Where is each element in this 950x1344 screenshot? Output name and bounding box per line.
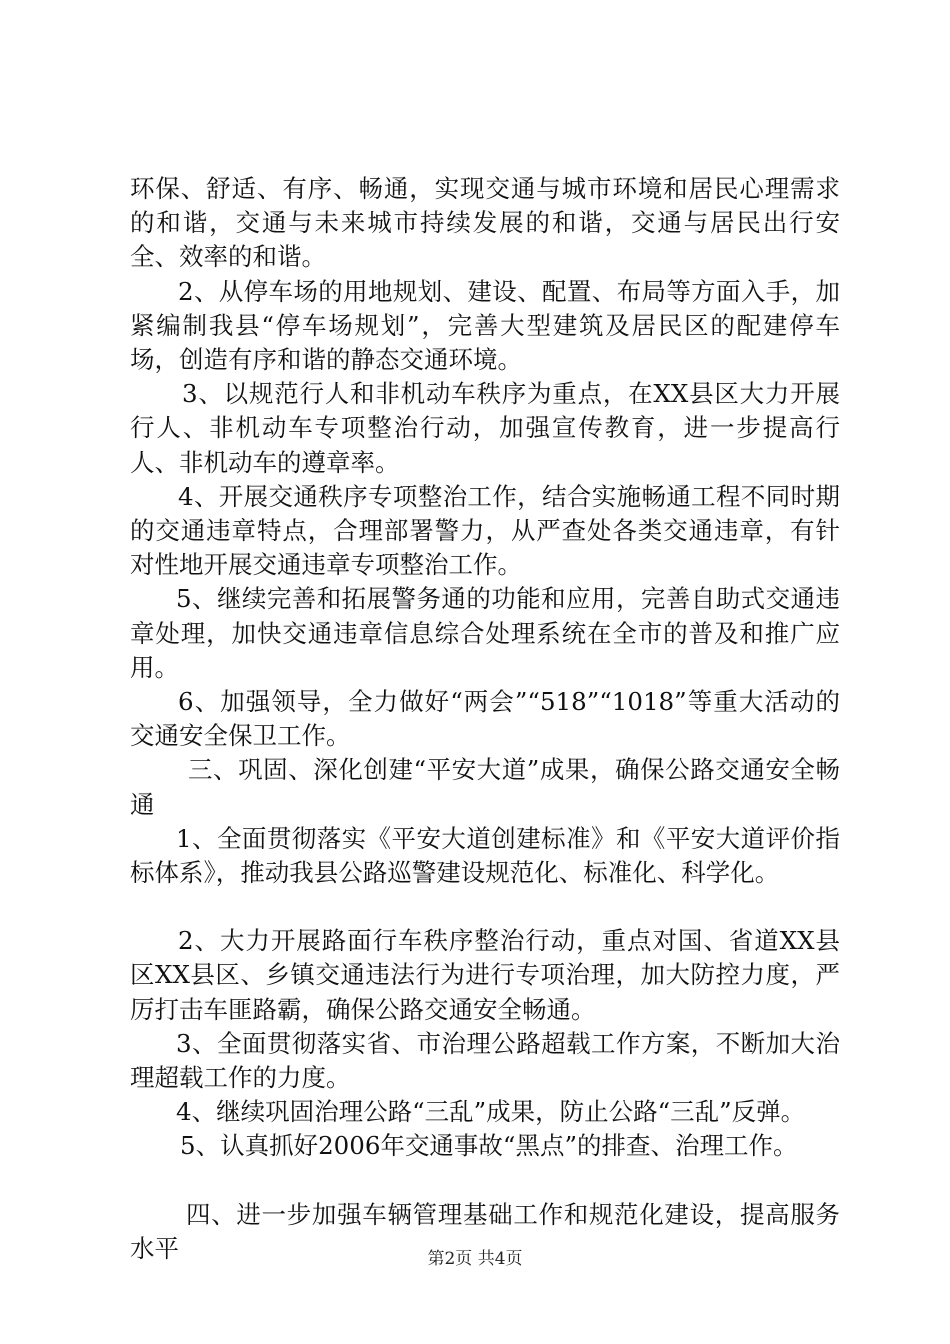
- paragraph-continuation: 环保、舒适、有序、畅通，实现交通与城市环境和居民心理需求的和谐，交通与未来城市持续发展的和谐，交通与居民出行安全、效率的和谐。: [130, 174, 840, 272]
- paragraph-section3-item-2: 2、大力开展路面行车秩序整治行动，重点对国、省道XX县区XX县区、乡镇交通违法行为进行专项治理，加大防控力度，严厉打击车匪路霸，确保公路交通安全畅通。: [130, 926, 840, 1024]
- document-body: [130, 172, 840, 1266]
- paragraph-item-4-traffic-order: 4、开展交通秩序专项整治工作，结合实施畅通工程不同时期的交通违章特点，合理部署警力，从严查处各类交通违章，有针对性地开展交通违章专项整治工作。: [130, 481, 840, 580]
- blank-line: [130, 1164, 840, 1198]
- blank-line: [130, 890, 840, 924]
- paragraph-section3-item-4: 4、继续巩固治理公路“三乱”成果，防止公路“三乱”反弹。: [176, 1097, 806, 1127]
- section-heading-4: 四、进一步加强车辆管理基础工作和规范化建设，提高服务水平: [130, 1199, 840, 1263]
- paragraph-section3-item-3: 3、全面贯彻落实省、市治理公路超载工作方案，不断加大治理超载工作的力度。: [130, 1028, 840, 1093]
- paragraph-item-2-parking: 2、从停车场的用地规划、建设、配置、布局等方面入手，加紧编制我县“停车场规划”，完善大型建筑及居民区的配建停车场，创造有序和谐的静态交通环境。: [130, 276, 840, 375]
- paragraph-section3-item-1: 1、全面贯彻落实《平安大道创建标准》和《平安大道评价指标体系》，推动我县公路巡警建设规范化、标准化、科学化。: [130, 823, 840, 888]
- page-number-footer: 第2页 共4页: [427, 1249, 523, 1269]
- paragraph-item-5-police-service: 5、继续完善和拓展警务通的功能和应用，完善自助式交通违章处理，加快交通违章信息综合处理系统在全市的普及和推广应用。: [130, 584, 840, 682]
- section-heading-3: 三、巩固、深化创建“平安大道”成果，确保公路交通安全畅通: [130, 755, 840, 819]
- paragraph-section3-item-5: 5、认真抓好2006年交通事故“黑点”的排查、治理工作。: [180, 1131, 798, 1161]
- paragraph-item-6-leadership: 6、加强领导，全力做好“两会”“518”“1018”等重大活动的交通安全保卫工作。: [130, 687, 840, 751]
- paragraph-item-3-pedestrians: 3、以规范行人和非机动车秩序为重点，在XX县区大力开展行人、非机动车专项整治行动，加强宣传教育，进一步提高行人、非机动车的遵章率。: [130, 379, 840, 477]
